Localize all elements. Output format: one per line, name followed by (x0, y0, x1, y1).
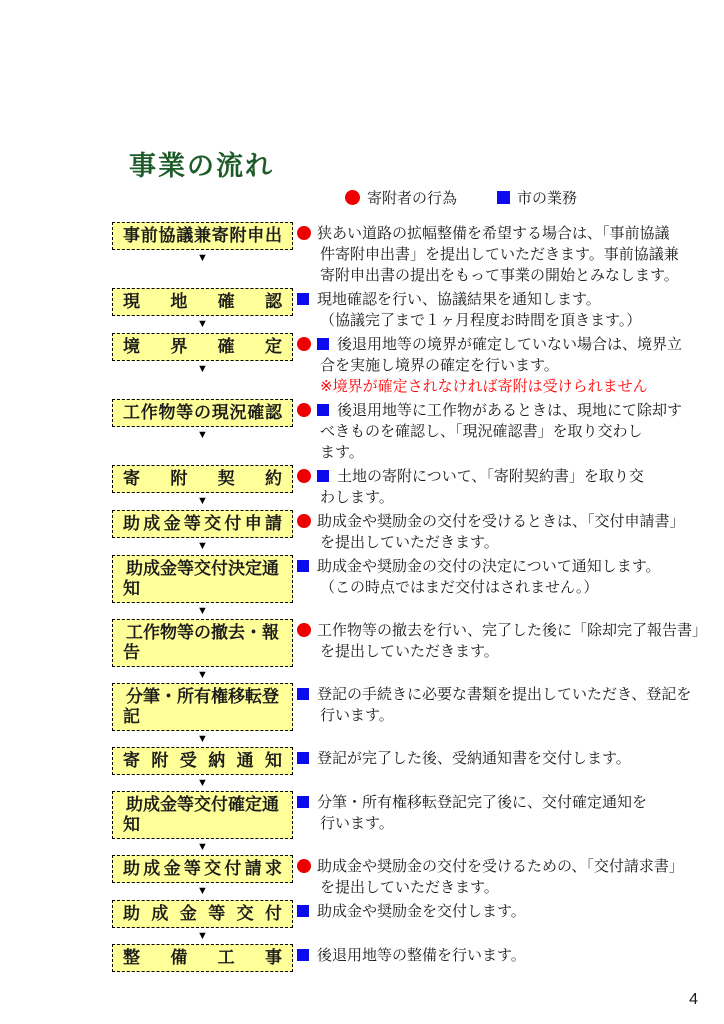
desc-line (297, 310, 704, 331)
down-arrow-icon: ▼ (197, 669, 208, 681)
legend-donor-label: 寄附者の行為 (367, 190, 458, 207)
flow-row (112, 555, 704, 617)
desc-line (297, 334, 704, 355)
flow-step-desc (297, 900, 704, 922)
flow-step-box: 助成金等交付確定通知 (112, 791, 293, 839)
flow-step (112, 399, 293, 441)
flow-step (112, 333, 293, 375)
donor-bullet-icon (297, 226, 311, 240)
flow-step-desc (297, 333, 704, 397)
down-arrow-icon: ▼ (197, 777, 208, 789)
desc-text: 件寄附申出書」を提出していただきます。事前協議兼 (320, 246, 679, 263)
desc-text: べきものを確認し、「現況確認書」を取り交わし (320, 423, 643, 440)
desc-text: 登記が完了した後、受納通知書を交付します。 (317, 750, 631, 767)
desc-line (297, 289, 704, 310)
desc-text: わします。 (320, 489, 394, 506)
desc-text: 後退用地等の整備を行います。 (317, 947, 526, 964)
flow-step-desc (297, 555, 704, 598)
desc-line (297, 792, 704, 813)
flow-step (112, 900, 293, 942)
down-arrow-icon: ▼ (197, 318, 208, 330)
flow-step (112, 288, 293, 330)
desc-line (297, 945, 704, 966)
flow-step (112, 555, 293, 617)
desc-text: 登記の手続きに必要な書類を提出していただき、登記を (317, 686, 692, 703)
desc-line (297, 856, 704, 877)
desc-text: 後退用地等の境界が確定していない場合は、境界立 (337, 336, 683, 353)
flow-step-box: 工作物等の撤去・報告 (112, 619, 293, 667)
down-arrow-icon: ▼ (197, 605, 208, 617)
city-bullet-icon (297, 905, 309, 917)
donor-bullet-icon (297, 403, 311, 417)
desc-line (297, 748, 704, 769)
flow-step-box: 境界確定 (112, 333, 293, 361)
flow-step (112, 465, 293, 507)
flow-step (112, 855, 293, 897)
desc-line (297, 355, 704, 376)
flow-step (112, 683, 293, 745)
flow-row (112, 944, 704, 972)
flow-step-box: 工作物等の現況確認 (112, 399, 293, 427)
legend-city-label: 市の業務 (517, 190, 578, 207)
desc-line (297, 901, 704, 922)
flow-step (112, 791, 293, 853)
donor-bullet-icon (345, 190, 360, 205)
desc-line (297, 487, 704, 508)
legend-donor (345, 187, 457, 208)
flow-step-desc (297, 619, 707, 662)
flow-step-box: 分筆・所有権移転登記 (112, 683, 293, 731)
flow-row (112, 288, 704, 331)
donor-bullet-icon (297, 623, 311, 637)
flow-step-box: 寄附契約 (112, 465, 293, 493)
flow-step-box: 助成金等交付請求 (112, 855, 293, 883)
donor-bullet-icon (297, 337, 311, 351)
desc-line (297, 577, 704, 598)
city-bullet-icon (297, 752, 309, 764)
flow-row (112, 791, 704, 853)
flow-row (112, 900, 704, 942)
flow-step (112, 222, 293, 264)
flow-step (112, 747, 293, 789)
desc-line (297, 705, 704, 726)
city-bullet-icon (317, 338, 329, 350)
desc-text: 助成金や奨励金の交付を受けるための、「交付請求書」 (317, 858, 684, 875)
flow-step-desc (297, 855, 704, 898)
desc-line (297, 532, 704, 553)
city-bullet-icon (297, 688, 309, 700)
desc-line (297, 466, 704, 487)
down-arrow-icon: ▼ (197, 495, 208, 507)
flow-row (112, 222, 704, 286)
down-arrow-icon: ▼ (197, 733, 208, 745)
down-arrow-icon: ▼ (197, 429, 208, 441)
desc-text: 土地の寄附について、「寄附契約書」を取り交 (337, 468, 644, 485)
desc-line (297, 265, 704, 286)
flow-step-box: 現地確認 (112, 288, 293, 316)
flow-row (112, 333, 704, 397)
flow-step-box: 寄附受納通知 (112, 747, 293, 775)
desc-text: 行います。 (320, 815, 394, 832)
desc-line (297, 877, 704, 898)
flow-step-desc (297, 399, 704, 463)
flow-step-desc (297, 222, 704, 286)
page-number: 4 (689, 991, 698, 1008)
desc-text: 行います。 (320, 707, 394, 724)
flow-step (112, 619, 293, 681)
down-arrow-icon: ▼ (197, 363, 208, 375)
city-bullet-icon (297, 949, 309, 961)
desc-text: 助成金や奨励金の交付を受けるときは、「交付申請書」 (317, 513, 685, 530)
flow-step-desc (297, 944, 704, 966)
desc-text: （この時点ではまだ交付はされません。） (320, 579, 599, 596)
city-bullet-icon (297, 560, 309, 572)
desc-text: 後退用地等に工作物があるときは、現地にて除却す (337, 402, 683, 419)
flow-step-desc (297, 288, 704, 331)
red-warning-note: ※境界が確定されなければ寄附は受けられません (320, 378, 648, 395)
flow-step (112, 510, 293, 552)
down-arrow-icon: ▼ (197, 930, 208, 942)
flow-step-box: 整備工事 (112, 944, 293, 972)
flow-step-desc (297, 510, 704, 553)
flow-step-desc (297, 791, 704, 834)
desc-line (297, 556, 704, 577)
legend (345, 187, 577, 208)
flow-row (112, 399, 704, 463)
flow-row (112, 747, 704, 789)
flow-row (112, 619, 708, 681)
desc-text: 助成金や奨励金を交付します。 (317, 903, 526, 920)
donor-bullet-icon (297, 859, 311, 873)
flow-step-desc (297, 683, 704, 726)
desc-line (297, 223, 704, 244)
desc-line (297, 442, 704, 463)
city-bullet-icon (497, 191, 510, 204)
desc-line (297, 244, 704, 265)
flow-chart (112, 222, 708, 974)
desc-text: 合を実施し境界の確定を行います。 (320, 357, 559, 374)
desc-text: ます。 (320, 444, 364, 461)
desc-line (297, 400, 704, 421)
desc-text: 寄附申出書の提出をもって事業の開始とみなします。 (320, 267, 679, 284)
desc-line (297, 421, 704, 442)
desc-line (297, 684, 704, 705)
desc-text: （協議完了まで１ヶ月程度お時間を頂きます。） (320, 312, 642, 329)
city-bullet-icon (297, 796, 309, 808)
desc-text: 分筆・所有権移転登記完了後に、交付確定通知を (317, 794, 648, 811)
flow-row (112, 465, 704, 508)
desc-text: 工作物等の撤去を行い、完了した後に「除却完了報告書」 (317, 622, 708, 639)
flow-step-box: 助成金等交付決定通知 (112, 555, 293, 603)
city-bullet-icon (317, 404, 329, 416)
down-arrow-icon: ▼ (197, 885, 208, 897)
donor-bullet-icon (297, 469, 311, 483)
desc-line (297, 511, 704, 532)
down-arrow-icon: ▼ (197, 841, 208, 853)
desc-text: 現地確認を行い、協議結果を通知します。 (317, 291, 601, 308)
flow-step (112, 944, 293, 972)
desc-text: を提出していただきます。 (320, 879, 499, 896)
flow-row (112, 510, 704, 553)
desc-line (297, 813, 704, 834)
city-bullet-icon (317, 470, 329, 482)
flow-step-box: 助成金等交付 (112, 900, 293, 928)
city-bullet-icon (297, 293, 309, 305)
desc-line (297, 641, 707, 662)
desc-line (297, 620, 707, 641)
flow-step-box: 事前協議兼寄附申出 (112, 222, 293, 250)
flow-row (112, 683, 704, 745)
down-arrow-icon: ▼ (197, 252, 208, 264)
desc-text: 狭あい道路の拡幅整備を希望する場合は、「事前協議 (317, 225, 670, 242)
desc-text: を提出していただきます。 (320, 534, 499, 551)
flow-row (112, 855, 704, 898)
flow-step-desc (297, 465, 704, 508)
legend-city (497, 187, 577, 208)
desc-text: 助成金や奨励金の交付の決定について通知します。 (317, 558, 661, 575)
donor-bullet-icon (297, 514, 311, 528)
flow-step-box: 助成金等交付申請 (112, 510, 293, 538)
desc-text: を提出していただきます。 (320, 643, 499, 660)
page-title: 事業の流れ (129, 151, 274, 181)
down-arrow-icon: ▼ (197, 540, 208, 552)
flow-step-desc (297, 747, 704, 769)
